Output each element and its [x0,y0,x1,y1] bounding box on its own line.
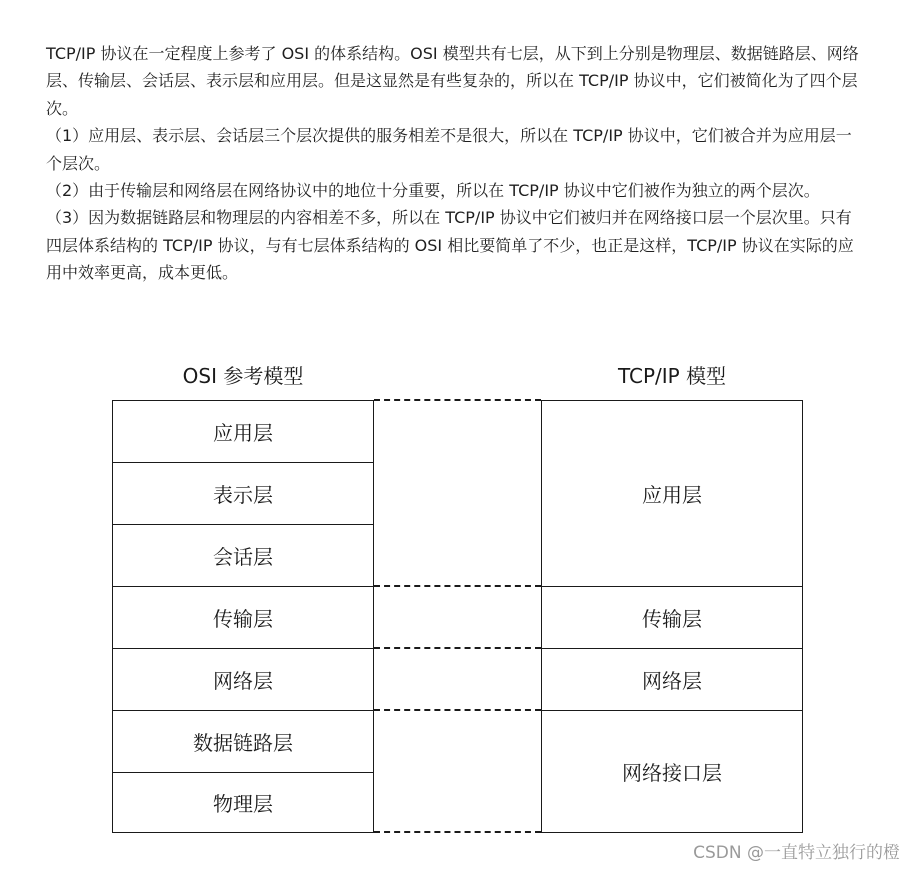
osi-layer-network: 网络层 [112,648,374,711]
osi-layer-physical: 物理层 [112,772,374,833]
csdn-watermark: CSDN @一直特立独行的橙 [693,843,900,863]
osi-layer-application: 应用层 [112,400,374,463]
tcpip-layer-network: 网络层 [541,648,803,711]
osi-layer-presentation: 表示层 [112,462,374,525]
osi-layer-datalink: 数据链路层 [112,710,374,773]
dashed-connector-transport-top [374,585,541,587]
dashed-connector-network-top [374,647,541,649]
paragraph-point-1: （1）应用层、表示层、会话层三个层次提供的服务相差不是很大，所以在 TCP/IP 协议中，它们被合并为应用层一个层次。 [46,126,852,173]
osi-model-title: OSI 参考模型 [182,364,304,388]
dashed-connector-top [374,399,541,401]
tcpip-model-title: TCP/IP 模型 [617,364,727,388]
tcpip-layer-network-interface: 网络接口层 [541,710,803,833]
paragraph-point-2: （2）由于传输层和网络层在网络协议中的地位十分重要，所以在 TCP/IP 协议中它们被作为独立的两个层次。 [46,181,820,201]
dashed-connector-bottom [374,831,541,833]
paragraph-intro: TCP/IP 协议在一定程度上参考了 OSI 的体系结构。OSI 模型共有七层，从下到上分别是物理层、数据链路层、网络层、传输层、会话层、表示层和应用层。但是这显然是有些复杂的，所以在 TCP/IP 协议中，它们被简化为了四个层次。 [46,44,859,118]
paragraph-point-3: （3）因为数据链路层和物理层的内容相差不多，所以在 TCP/IP 协议中它们被归并在网络接口层一个层次里。只有四层体系结构的 TCP/IP 协议，与有七层体系结构的 OSI 相比要简单了不少，也正是这样，TCP/IP 协议在实际的应用中效率更高，成本更低。 [46,208,854,283]
tcpip-layer-transport: 传输层 [541,586,803,649]
osi-layer-session: 会话层 [112,524,374,587]
dashed-connector-interface-top [374,709,541,711]
tcpip-layer-application: 应用层 [541,400,803,587]
osi-layer-transport: 传输层 [112,586,374,649]
